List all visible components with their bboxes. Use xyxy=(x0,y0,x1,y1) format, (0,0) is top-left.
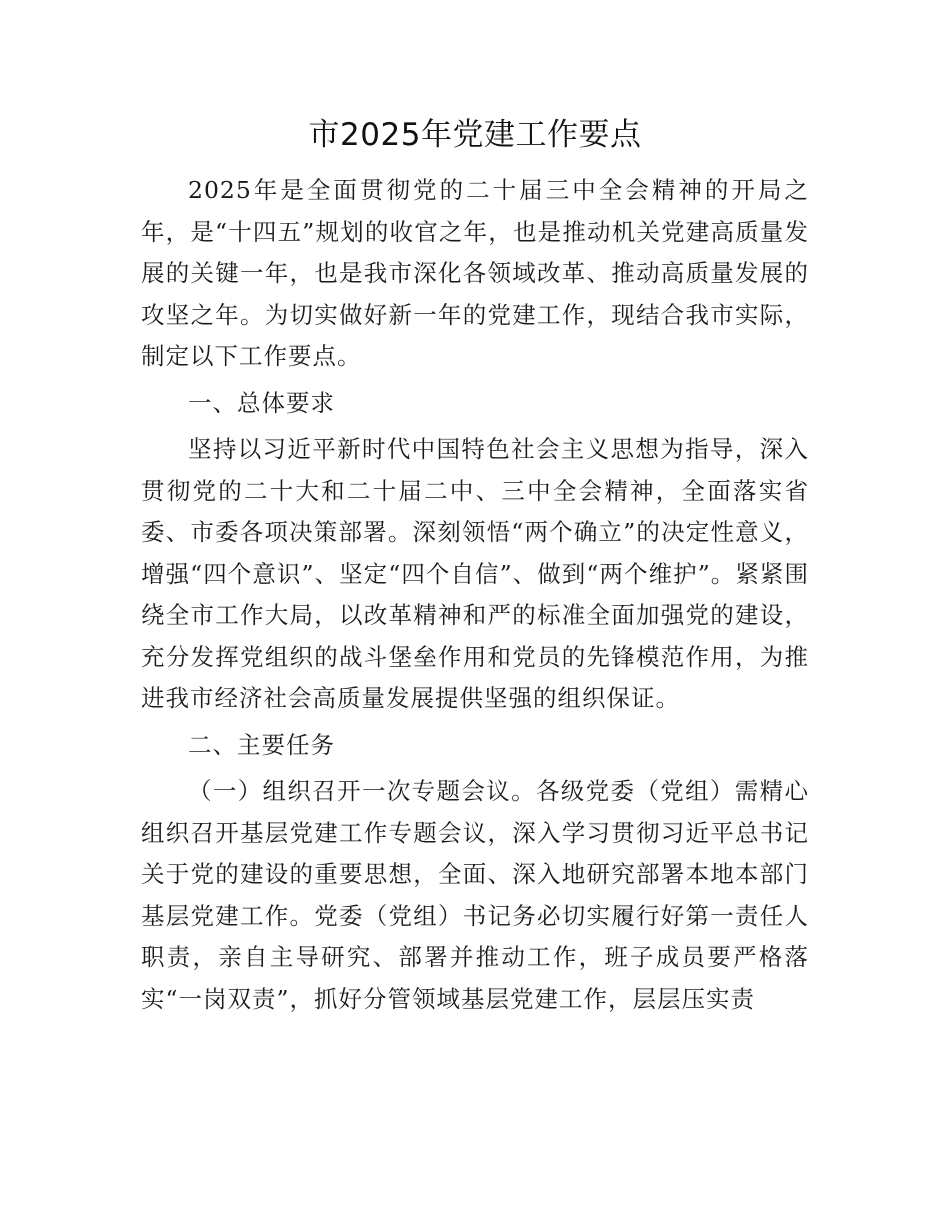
main-tasks-item-1-paragraph: （一）组织召开一次专题会议。各级党委（党组）需精心组织召开基层党建工作专题会议，深入学习贯彻习近平总书记关于党的建设的重要思想，全面、深入地研究部署本地本部门基层党建工作。党委（党组）书记务必切实履行好第一责任人职责，亲自主导研究、部署并推动工作，班子成员要严格落实“一岗双责”，抓好分管领域基层党建工作，层层压实责 xyxy=(141,777,809,1013)
general-requirements-paragraph: 坚持以习近平新时代中国特色社会主义思想为指导，深入贯彻党的二十大和二十届二中、三中全会精神，全面落实省委、市委各项决策部署。深刻领悟“两个确立”的决定性意义，增强“四个意识”、坚定“四个自信”、做到“两个维护”。紧紧围绕全市工作大局，以改革精神和严的标准全面加强党的建设，充分发挥党组织的战斗堡垒作用和党员的先锋模范作用，为推进我市经济社会高质量发展提供坚强的组织保证。 xyxy=(141,435,809,712)
section-heading-general-requirements: 一、总体要求 xyxy=(188,388,335,417)
section-heading-main-tasks: 二、主要任务 xyxy=(188,730,335,759)
document-title: 市2025年党建工作要点 xyxy=(308,117,642,153)
intro-paragraph: 2025年是全面贯彻党的二十届三中全会精神的开局之年，是“十四五”规划的收官之年，也是推动机关党建高质量发展的关键一年，也是我市深化各领域改革、推动高质量发展的攻坚之年。为切实做好新一年的党建工作，现结合我市实际，制定以下工作要点。 xyxy=(141,176,809,370)
document-body xyxy=(141,170,809,1020)
